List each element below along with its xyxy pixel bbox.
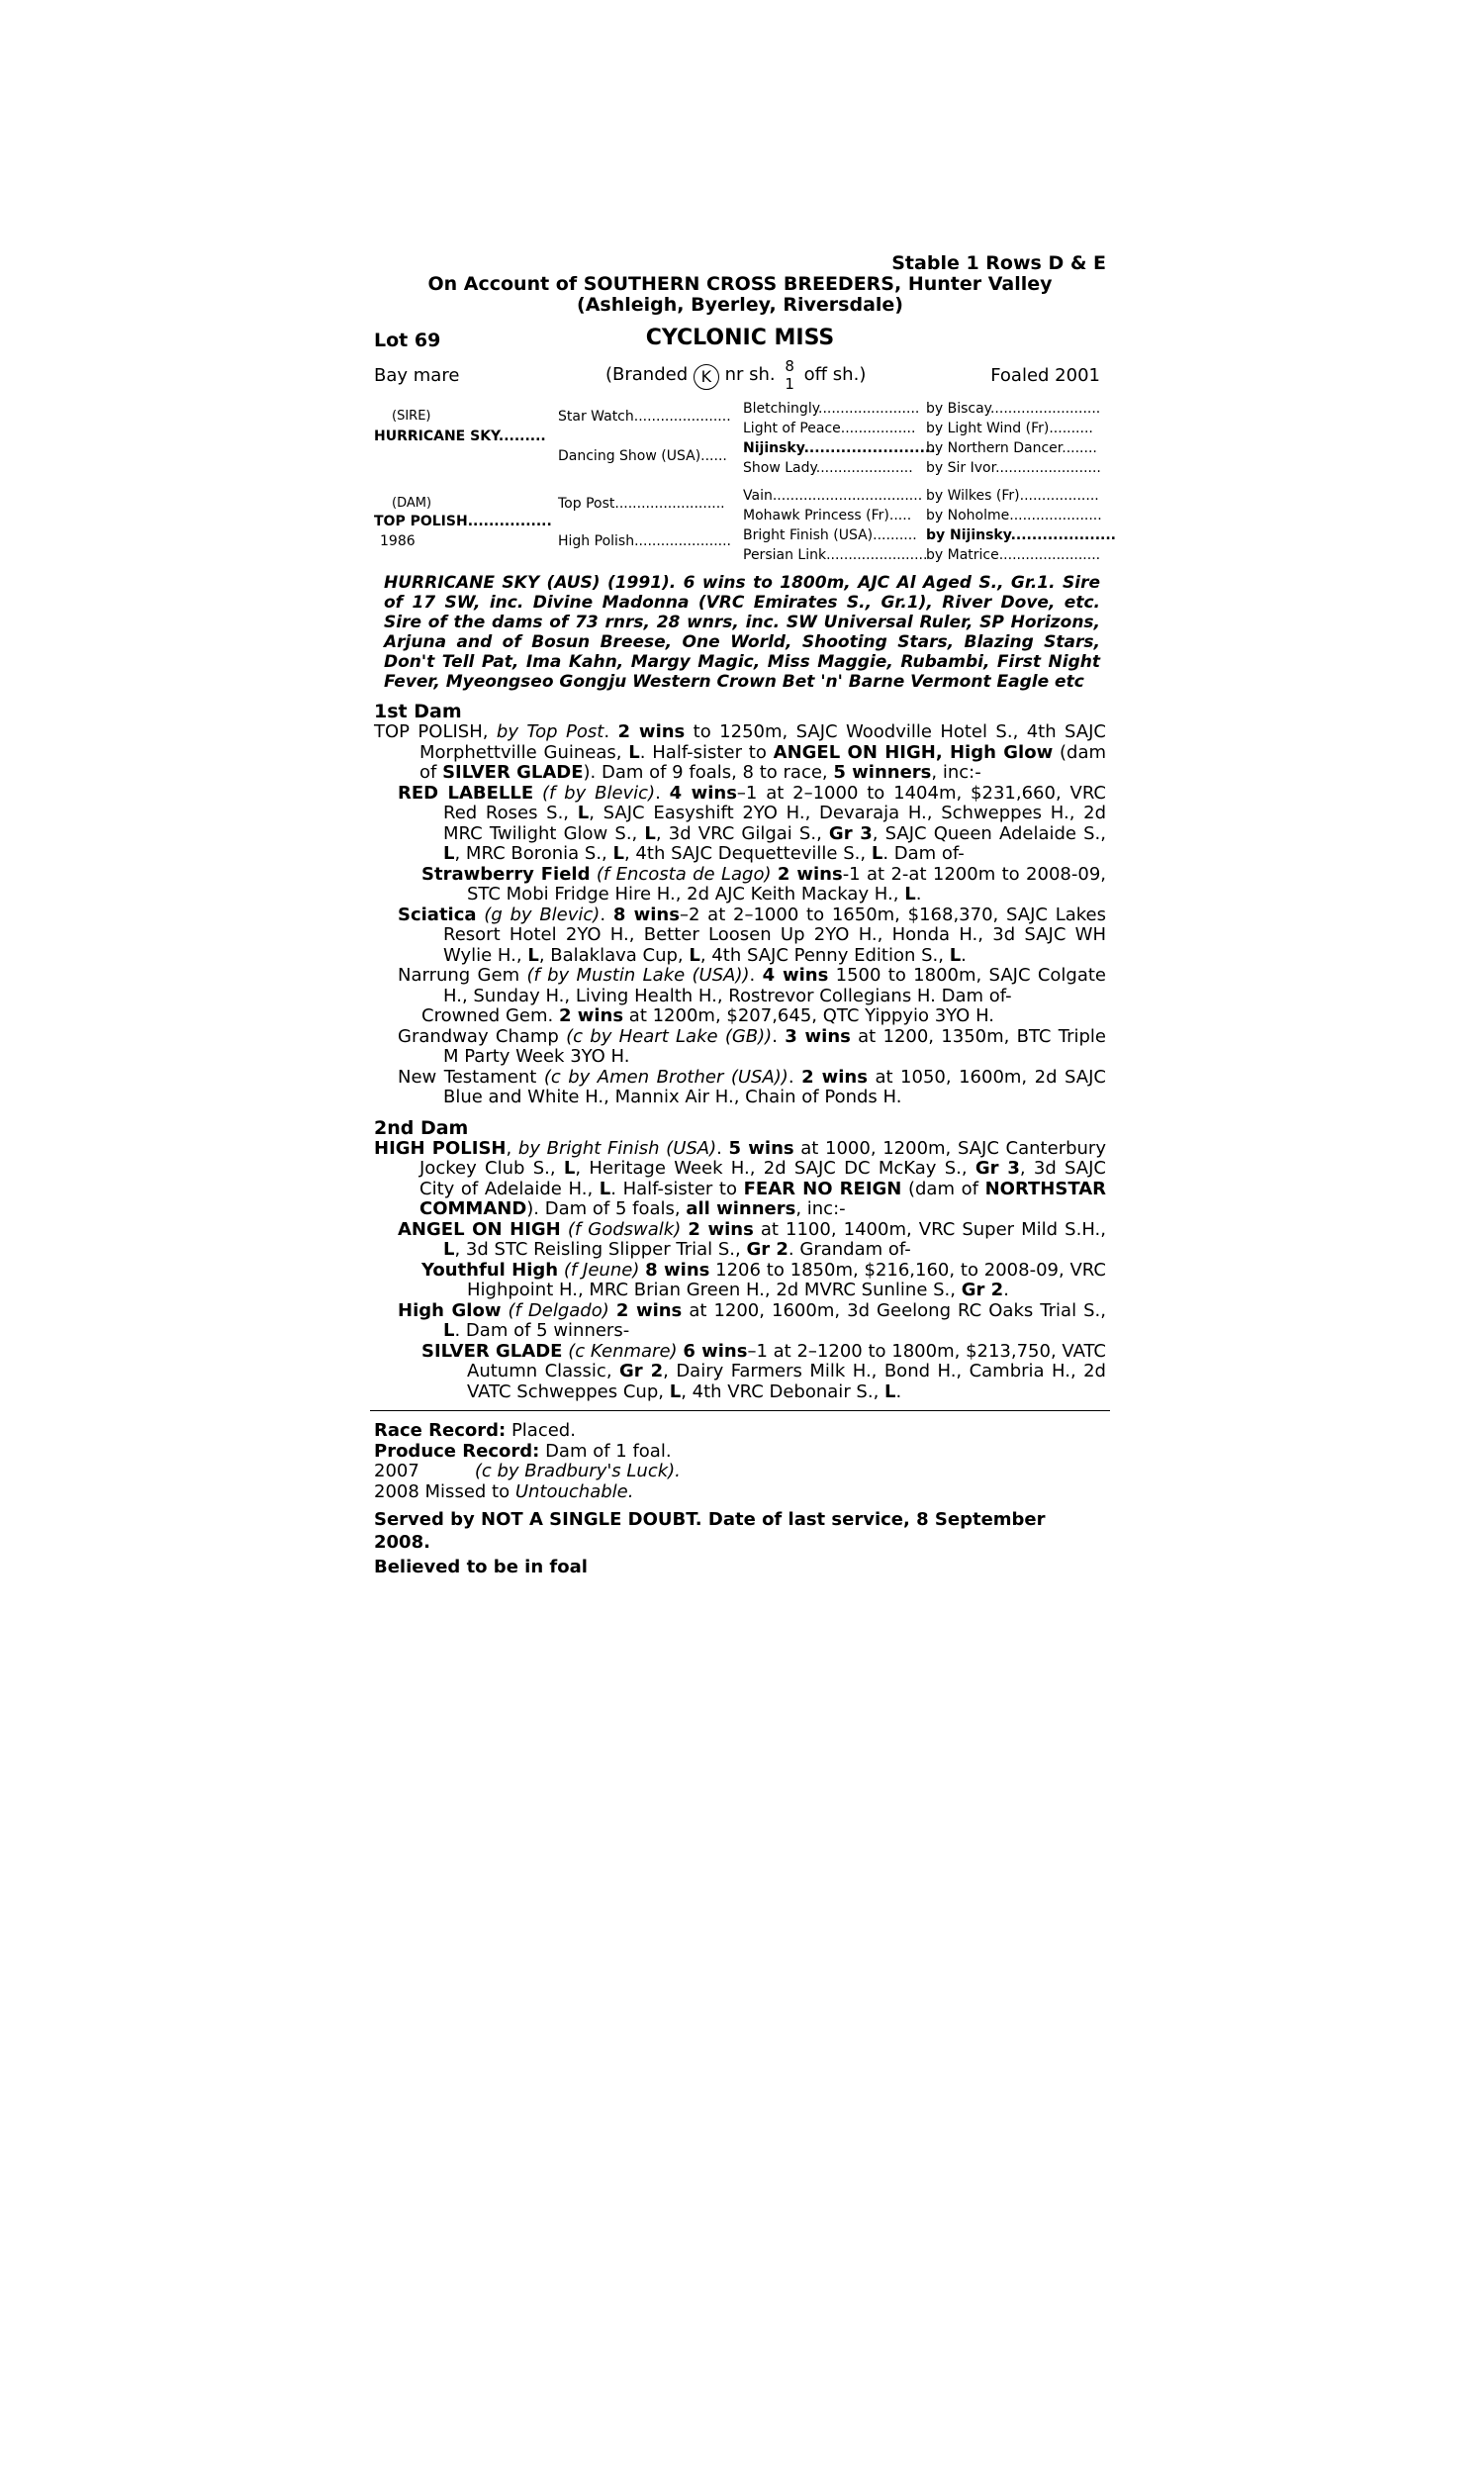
brand-description <box>605 357 932 393</box>
gen3-7: Bright Finish (USA).......... <box>743 527 917 543</box>
frac-top: 8 <box>785 357 794 375</box>
year-2007: 2007 <box>374 1461 419 1481</box>
produce-sciatica: Sciatica (g by Blevic). 8 wins–2 at 2–1000 to 1650m, $168,370, SAJC Lakes Resort Hotel 2YO H., Better Loosen Up 2YO H., Honda H., 3d SAJC WH Wylie H., L, Balaklava Cup, L, 4th SAJC Penny Edition S., L. <box>398 904 1106 966</box>
wins: 2 wins <box>801 1066 868 1088</box>
wins: 2 wins <box>617 721 686 742</box>
text: , 4th VRC Debonair S., <box>681 1380 885 1402</box>
horse: ANGEL ON HIGH <box>398 1218 561 1240</box>
horse: SILVER GLADE <box>421 1340 563 1362</box>
horse: Grandway Champ <box>398 1025 559 1047</box>
produce-2007 <box>374 1462 1106 1482</box>
wins: 2 wins <box>615 1299 683 1321</box>
text: , Balaklava Cup, <box>538 944 690 966</box>
text: 1206 to 1850m, $216,160, to 2008-09, VRC Highpoint H., MRC Brian Green H., 2d MVRC Sunline S., <box>467 1259 1106 1300</box>
listed: L <box>644 822 656 844</box>
sire: (f Encosta de Lago) <box>596 863 772 885</box>
horse: Crowned Gem. <box>421 1005 554 1026</box>
text: , inc:- <box>795 1198 846 1219</box>
brand-off: off sh.) <box>803 364 867 385</box>
text: at 1050, 1600m, 2d SAJC Blue and White H., Mannix Air H., Chain of Ponds H. <box>443 1066 1106 1107</box>
horse: Strawberry Field <box>421 863 591 885</box>
wins: 5 wins <box>728 1137 794 1159</box>
gen3-5-text: Vain <box>743 488 773 504</box>
horse: RED LABELLE <box>398 782 534 804</box>
sire-summary: HURRICANE SKY (AUS) (1991). 6 wins to 1800m, AJC Al Aged S., Gr.1. Sire of 17 SW, inc. Divine Madonna (VRC Emirates S., Gr.1), River Dove, etc. Sire of the dams of 73 rnrs, 28 wnrs, inc. SW Universal Ruler, SP Horizons, Arjuna and of Bosun Breese, One World, Shooting Stars, Blazing Stars, Don't Tell Pat, Ima Kahn, Margy Magic, Miss Maggie, Rubambi, First Night Fever, Myeongseo Gongju Western Crown Bet 'n' Barne Vermont Eagle etc <box>384 573 1100 692</box>
text: . Dam of 5 winners- <box>454 1320 630 1341</box>
listed: L <box>871 843 883 864</box>
gen4-8-text: by Matrice <box>926 547 999 563</box>
listed: L <box>612 843 624 864</box>
gen2-2: Dancing Show (USA)...... <box>558 448 727 464</box>
winners: 5 winners <box>833 762 932 783</box>
second-dam-entry: HIGH POLISH, by Bright Finish (USA). 5 wins at 1000, 1200m, SAJC Canterbury Jockey Club S., L, Heritage Week H., 2d SAJC DC McKay S., Gr 3, 3d SAJC City of Adelaide H., L. Half-sister to FEAR NO REIGN (dam of NORTHSTAR COMMAND). Dam of 5 foals, all winners, inc:- <box>374 1137 1107 1219</box>
listed: L <box>689 944 700 966</box>
catalogue-page <box>374 252 1116 1578</box>
dam-of: SILVER GLADE <box>442 762 584 783</box>
service-note: Served by NOT A SINGLE DOUBT. Date of last service, 8 September 2008. <box>374 1509 1046 1553</box>
dam-name: HIGH POLISH <box>374 1137 507 1159</box>
produce-high-glow <box>374 1301 1106 1342</box>
gen3-6: Mohawk Princess (Fr)..... <box>743 508 912 523</box>
group: Gr 3 <box>828 822 873 844</box>
produce-2008 <box>374 1482 1106 1503</box>
text: . Grandam of- <box>788 1239 911 1260</box>
produce-silver-glade <box>374 1342 1106 1403</box>
gen3-7-text: Bright Finish (USA) <box>743 527 874 543</box>
lot-row <box>374 326 1106 355</box>
listed: L <box>904 884 916 904</box>
listed: L <box>577 803 590 823</box>
gen2-3: Top Post......................... <box>558 496 725 512</box>
group: Gr 2 <box>961 1280 1004 1300</box>
description-row <box>374 355 1106 395</box>
gen4-3: by Northern Dancer........ <box>926 440 1097 456</box>
vendor-line: On Account of SOUTHERN CROSS BREEDERS, Hunter Valley <box>427 273 1053 295</box>
gen3-3-text: Nijinsky <box>743 440 804 456</box>
gen3-2-text: Light of Peace <box>743 421 841 436</box>
gen3-4-text: Show Lady <box>743 460 816 476</box>
text: at 1200, 1350m, BTC Triple M Party Week 3YO H. <box>443 1025 1106 1067</box>
wins: 3 wins <box>785 1025 851 1047</box>
race-record <box>374 1421 1106 1442</box>
gen4-1: by Biscay......................... <box>926 401 1101 417</box>
text: , 4th SAJC Dequetteville S., <box>623 843 872 864</box>
produce-new-testament: New Testament (c by Amen Brother (USA)). 2 wins at 1050, 1600m, 2d SAJC Blue and White H., Mannix Air H., Chain of Ponds H. <box>398 1066 1106 1107</box>
sire-2008: Untouchable. <box>514 1480 634 1502</box>
wins: 4 wins <box>669 782 737 804</box>
dam-name: TOP POLISH <box>374 721 483 742</box>
foaled-year: Foaled 2001 <box>990 365 1100 386</box>
dam-year: 1986 <box>380 533 416 549</box>
text: (dam of <box>419 741 1107 783</box>
lot-number: Lot 69 <box>374 330 441 351</box>
foal-2007: (c by Bradbury's Luck). <box>474 1461 681 1481</box>
produce-record-value: Dam of 1 foal. <box>539 1440 672 1462</box>
wins: 4 wins <box>762 965 829 986</box>
text: 1500 to 1800m, SAJC Colgate H., Sunday H., Living Health H., Rostrevor Collegians H. Dam of- <box>443 965 1107 1006</box>
listed: L <box>443 843 455 864</box>
gen4-5: by Wilkes (Fr).................. <box>926 488 1099 504</box>
gen3-8-text: Persian Link <box>743 547 827 563</box>
sire: (f by Mustin Lake (USA)) <box>526 965 750 986</box>
listed: L <box>527 944 539 966</box>
color-sex: Bay mare <box>374 365 460 386</box>
text: . <box>895 1380 902 1402</box>
pedigree-table <box>374 401 1116 563</box>
listed: L <box>599 1178 611 1199</box>
wins: 2 wins <box>777 863 843 885</box>
produce-crowned-gem <box>374 1006 1106 1027</box>
gen4-6-text: by Noholme <box>926 508 1010 523</box>
gen2-4-text: High Polish <box>558 533 635 549</box>
wins: 8 wins <box>645 1259 710 1281</box>
dam-sire: by Bright Finish (USA) <box>517 1137 717 1159</box>
produce-record-label: Produce Record: <box>374 1440 540 1462</box>
sire: (f Jeune) <box>563 1259 640 1281</box>
gen4-7: by Nijinsky.................... <box>926 527 1116 543</box>
text: ). Dam of 5 foals, <box>526 1198 687 1219</box>
produce-angel-on-high <box>374 1220 1106 1261</box>
text: at 1200m, $207,645, QTC Yippyio 3YO H. <box>623 1005 995 1026</box>
listed: L <box>669 1380 682 1402</box>
gen3-1-text: Bletchingly <box>743 401 818 417</box>
produce-red-labelle: RED LABELLE (f by Blevic). 4 wins–1 at 2–1000 to 1404m, $231,660, VRC Red Roses S., L, SAJC Easyshift 2YO H., Devaraja H., Schweppes H., 2d MRC Twilight Glow S., L, 3d VRC Gilgai S., Gr 3, SAJC Queen Adelaide S., L, MRC Boronia S., L, 4th SAJC Dequetteville S., L. Dam of- <box>398 782 1107 864</box>
gen2-4: High Polish...................... <box>558 533 731 549</box>
text: . Half-sister to <box>639 741 774 763</box>
sire: (g by Blevic) <box>484 904 601 925</box>
text: , 4th SAJC Penny Edition S., <box>699 944 950 966</box>
brand-near: nr sh. <box>724 364 776 385</box>
gen3-8: Persian Link....................... <box>743 547 928 563</box>
sire: (f Godswalk) <box>567 1218 682 1240</box>
race-record-label: Race Record: <box>374 1420 507 1441</box>
text: . <box>1003 1280 1009 1300</box>
text: at 1100, 1400m, VRC Super Mild S.H., <box>753 1218 1106 1240</box>
dam-of: NORTHSTAR COMMAND <box>419 1178 1106 1219</box>
text: , inc:- <box>931 762 981 783</box>
half-sibling: FEAR NO REIGN <box>743 1178 902 1199</box>
gen4-2-text: by Light Wind (Fr) <box>926 421 1050 436</box>
produce-strawberry-field <box>374 865 1106 905</box>
text: , MRC Boronia S., <box>454 843 613 864</box>
group: Gr 2 <box>746 1239 788 1260</box>
group: Gr 2 <box>618 1361 664 1381</box>
text: , 3d VRC Gilgai S., <box>655 822 829 844</box>
brand-k-icon: K <box>694 364 719 390</box>
year-2008: 2008 Missed to <box>374 1480 515 1502</box>
produce-youthful-high <box>374 1261 1106 1301</box>
gen4-6: by Noholme..................... <box>926 508 1102 523</box>
race-record-value: Placed. <box>506 1420 576 1441</box>
stable-location: Stable 1 Rows D & E <box>891 252 1106 274</box>
brand-open: (Branded <box>605 364 689 385</box>
first-dam-entry: TOP POLISH, by Top Post. 2 wins to 1250m, SAJC Woodville Hotel S., 4th SAJC Morphettville Guineas, L. Half-sister to ANGEL ON HIGH, High Glow (dam of SILVER GLADE). Dam of 9 foals, 8 to race, 5 winners, inc:- <box>374 721 1107 783</box>
gen4-4: by Sir Ivor........................ <box>926 460 1101 476</box>
listed: L <box>884 1380 896 1402</box>
text: to 1250m, SAJC Woodville Hotel S., 4th SAJC Morphettville Guineas, <box>419 721 1106 763</box>
divider <box>370 1410 1110 1411</box>
gen4-2: by Light Wind (Fr).......... <box>926 421 1093 436</box>
sire-name: HURRICANE SKY......... <box>374 428 546 444</box>
text: –1 at 2–1000 to 1404m, $231,660, VRC Red Roses S., <box>443 782 1106 823</box>
first-dam-heading: 1st Dam <box>374 701 462 722</box>
foal-status: Believed to be in foal <box>374 1557 588 1577</box>
gen4-8: by Matrice....................... <box>926 547 1101 563</box>
sire: (f Delgado) <box>508 1299 609 1321</box>
wins: 8 wins <box>612 904 680 925</box>
text: –2 at 2–1000 to 1650m, $168,370, SAJC Lakes Resort Hotel 2YO H., Better Loosen Up 2YO H., Honda H., 3d SAJC WH Wylie H., <box>443 904 1106 966</box>
gen2-3-text: Top Post <box>558 496 615 512</box>
sire: (c Kenmare) <box>568 1340 678 1362</box>
gen4-4-text: by Sir Ivor <box>926 460 996 476</box>
produce-grandway-champ: Grandway Champ (c by Heart Lake (GB)). 3 wins at 1200, 1350m, BTC Triple M Party Week 3YO H. <box>398 1025 1106 1067</box>
produce-record <box>374 1442 1106 1463</box>
listed: L <box>563 1158 576 1179</box>
text: -1 at 2-at 1200m to 2008-09, STC Mobi Fridge Hire H., 2d AJC Keith Mackay H., <box>467 863 1106 904</box>
text: , 3d STC Reisling Slipper Trial S., <box>454 1239 747 1260</box>
gen4-5-text: by Wilkes (Fr) <box>926 488 1020 504</box>
text: at 1200, 1600m, 3d Geelong RC Oaks Trial S., <box>682 1299 1106 1321</box>
text: . <box>915 884 922 904</box>
text: , Heritage Week H., 2d SAJC DC McKay S., <box>575 1158 975 1179</box>
produce-narrung-gem: Narrung Gem (f by Mustin Lake (USA)). 4 wins 1500 to 1800m, SAJC Colgate H., Sunday H., Living Health H., Rostrevor Collegians H. Dam of- <box>398 965 1107 1006</box>
listed: L <box>443 1239 455 1260</box>
sire: (f by Blevic) <box>541 782 656 804</box>
horse: New Testament <box>398 1066 537 1088</box>
horse: Sciatica <box>398 904 477 925</box>
text: . Half-sister to <box>610 1178 744 1199</box>
sire-text: HURRICANE SKY <box>374 428 499 444</box>
text: at 1000, 1200m, SAJC Canterbury Jockey Club S., <box>419 1137 1106 1179</box>
sire-label: (SIRE) <box>392 409 431 424</box>
frac-bottom: 1 <box>785 375 794 393</box>
wins: 2 wins <box>688 1218 754 1240</box>
gen4-7-text: by Nijinsky <box>926 527 1011 543</box>
dam-text: TOP POLISH <box>374 514 468 529</box>
brand-fraction <box>785 357 794 393</box>
text: , Dairy Farmers Milk H., Bond H., Cambria H., 2d VATC Schweppes Cup, <box>467 1361 1106 1402</box>
gen3-3: Nijinsky......................... <box>743 440 936 456</box>
horse: High Glow <box>398 1299 502 1321</box>
text: , SAJC Easyshift 2YO H., Devaraja H., Schweppes H., 2d MRC Twilight Glow S., <box>443 803 1106 844</box>
horse: Youthful High <box>421 1259 559 1281</box>
gen2-2-text: Dancing Show (USA) <box>558 448 701 464</box>
group: Gr 3 <box>974 1158 1020 1179</box>
wins: 6 wins <box>683 1340 748 1362</box>
text: , 3d SAJC City of Adelaide H., <box>419 1158 1107 1199</box>
listed: L <box>628 741 640 763</box>
text: ). Dam of 9 foals, 8 to race, <box>583 762 834 783</box>
text: , SAJC Queen Adelaide S., <box>872 822 1107 844</box>
sire: (c by Amen Brother (USA)) <box>543 1066 788 1088</box>
second-dam-heading: 2nd Dam <box>374 1116 469 1139</box>
vendor-properties: (Ashleigh, Byerley, Riversdale) <box>577 294 903 316</box>
gen4-3-text: by Northern Dancer <box>926 440 1063 456</box>
text: . <box>961 944 967 966</box>
horse-name: CYCLONIC MISS <box>645 326 835 350</box>
dam-sire: by Top Post <box>496 721 604 742</box>
horse: Narrung Gem <box>398 965 520 986</box>
gen3-1: Bletchingly....................... <box>743 401 920 417</box>
dam-name: TOP POLISH................ <box>374 514 552 529</box>
text: (dam of <box>901 1178 985 1199</box>
gen2-1: Star Watch...................... <box>558 409 731 425</box>
dam-label: (DAM) <box>392 496 432 511</box>
gen3-4: Show Lady...................... <box>743 460 913 476</box>
gen2-1-text: Star Watch <box>558 409 634 425</box>
gen3-2: Light of Peace................. <box>743 421 916 436</box>
listed: L <box>949 944 962 966</box>
gen4-1-text: by Biscay <box>926 401 990 417</box>
sire: (c by Heart Lake (GB)) <box>566 1025 773 1047</box>
half-sibling: ANGEL ON HIGH, High Glow <box>773 741 1054 763</box>
text: . Dam of- <box>882 843 965 864</box>
gen3-5: Vain.................................. <box>743 488 923 504</box>
wins: 2 wins <box>558 1005 624 1026</box>
text: –1 at 2–1200 to 1800m, $213,750, VATC Autumn Classic, <box>467 1340 1106 1381</box>
gen3-6-text: Mohawk Princess (Fr) <box>743 508 889 523</box>
listed: L <box>443 1320 455 1341</box>
winners: all winners <box>686 1198 796 1219</box>
